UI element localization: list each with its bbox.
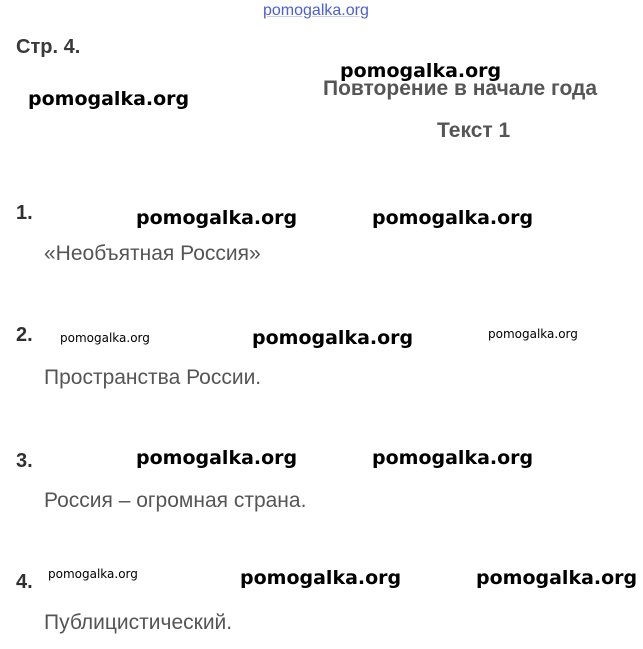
item-answer: «Необъятная Россия» — [44, 242, 261, 265]
watermark: pomogalka.org — [372, 447, 534, 469]
watermark: pomogalka.org — [476, 567, 638, 589]
watermark: pomogalka.org — [240, 567, 402, 589]
section-title: Повторение в начале года — [323, 77, 598, 100]
text-title: Текст 1 — [437, 119, 511, 142]
page-label: Стр. 4. — [16, 36, 81, 58]
item-number: 4. — [16, 571, 33, 593]
item-number: 3. — [16, 450, 33, 472]
watermark: pomogalka.org — [488, 327, 578, 341]
watermark: pomogalka.org — [136, 447, 298, 469]
watermark: pomogalka.org — [252, 327, 414, 349]
item-answer: Россия – огромная страна. — [44, 489, 307, 512]
watermark: pomogalka.org — [60, 331, 150, 345]
item-answer: Публицистический. — [44, 611, 233, 634]
watermark: pomogalka.org — [28, 88, 190, 110]
item-answer: Пространства России. — [44, 366, 262, 389]
watermark: pomogalka.org — [340, 60, 502, 82]
site-link[interactable]: pomogalka.org — [263, 2, 369, 19]
item-number: 2. — [16, 324, 33, 346]
watermark: pomogalka.org — [372, 207, 534, 229]
watermark: pomogalka.org — [48, 567, 138, 581]
watermark: pomogalka.org — [136, 207, 298, 229]
item-number: 1. — [16, 202, 33, 224]
